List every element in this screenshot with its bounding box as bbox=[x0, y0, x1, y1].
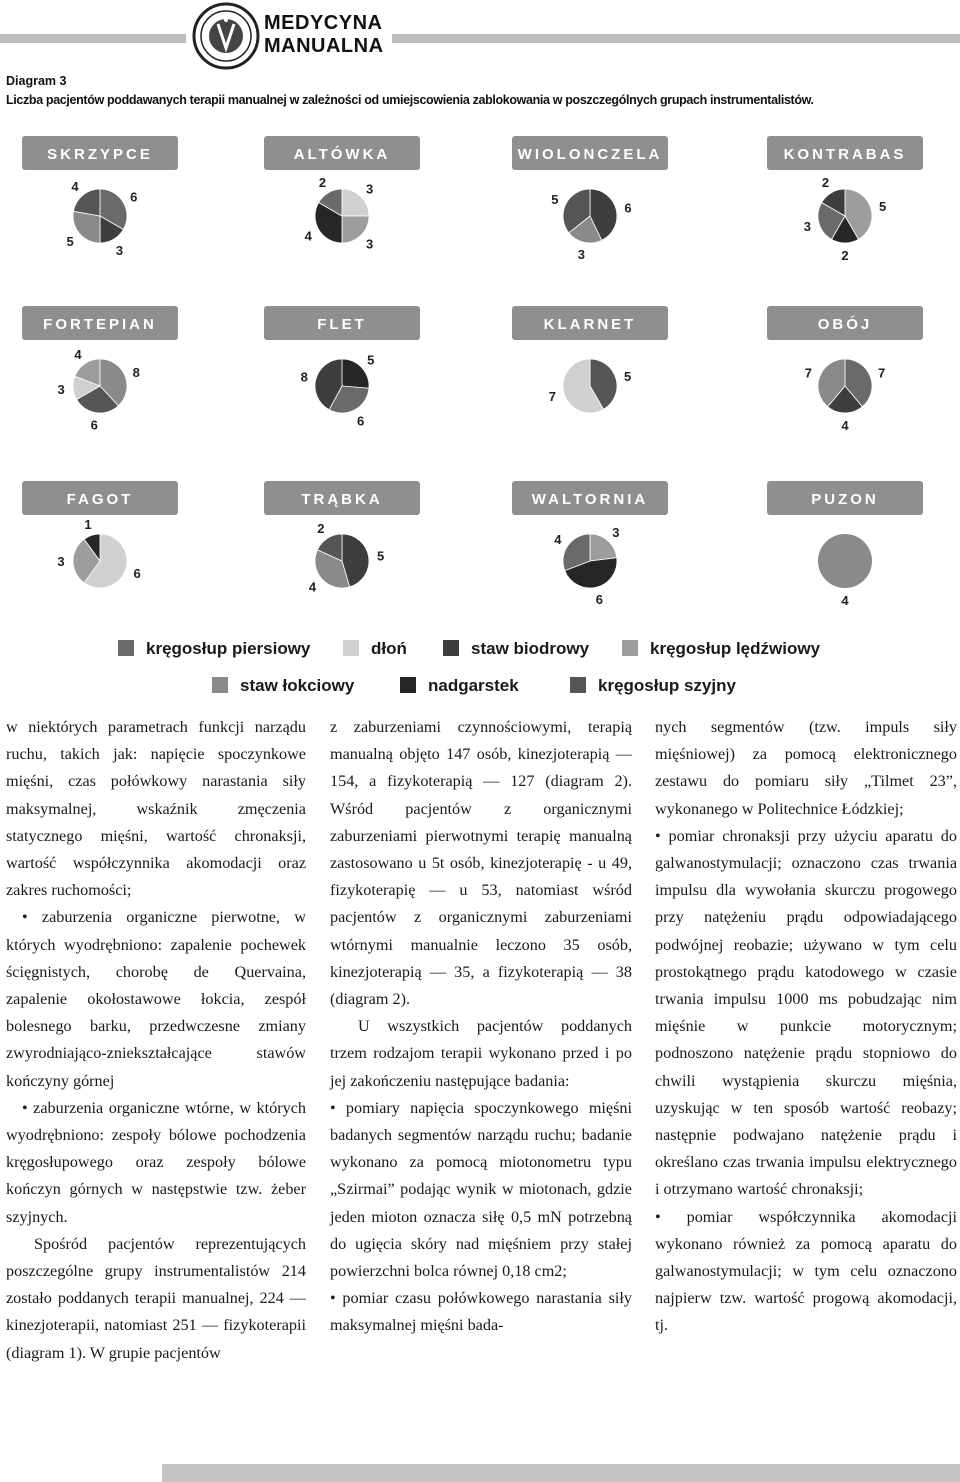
pie-slice bbox=[818, 534, 872, 588]
legend-swatch bbox=[570, 677, 586, 693]
pie-slice bbox=[73, 211, 100, 243]
pie-title: PUZON bbox=[811, 491, 879, 508]
pie-value-label: 4 bbox=[71, 179, 79, 195]
pie-value-label: 2 bbox=[317, 521, 325, 537]
diagram-label: Diagram 3 bbox=[6, 74, 67, 88]
pie-value-label: 5 bbox=[376, 548, 385, 564]
legend-item bbox=[400, 676, 519, 695]
pie-chart-7 bbox=[512, 306, 668, 413]
legend-label: kręgosłup piersiowy bbox=[146, 639, 311, 658]
pie-title: KLARNET bbox=[543, 316, 637, 333]
text-column-2 bbox=[330, 714, 632, 1340]
legend-label: dłoń bbox=[371, 639, 407, 658]
pie-value-label: 3 bbox=[115, 242, 124, 258]
diagram-caption: Liczba pacjentów poddawanych terapii manualnej w zależności od umiejscowienia zablokowania w poszczególnych grupach instrumentalistów. bbox=[6, 93, 814, 107]
pie-title: WALTORNIA bbox=[531, 491, 649, 508]
pie-chart-12 bbox=[767, 481, 923, 608]
pie-chart-10 bbox=[264, 481, 420, 595]
pie-title: OBÓJ bbox=[817, 316, 873, 333]
legend-label: staw biodrowy bbox=[471, 639, 590, 658]
pie-value-label: 7 bbox=[878, 365, 886, 381]
pie-value-label: 5 bbox=[624, 368, 632, 384]
legend-label: nadgarstek bbox=[428, 676, 519, 695]
pie-slice bbox=[342, 189, 369, 216]
legend-swatch bbox=[118, 640, 134, 656]
col1-paragraph-2: • zaburzenia organiczne pierwotne, w których wyodrębniono: zapalenie pochewek ścięgnistych, chorobę de Quervaina, zapalenie okołostawowe łokcia, zespół bolesnego barku, przedwczesne zmiany zwyrodniająco-zniekształcające stawów kończyny górnej bbox=[6, 908, 306, 1090]
pie-value-label: 8 bbox=[132, 364, 140, 380]
legend-item bbox=[118, 639, 311, 658]
pie-value-label: 2 bbox=[821, 175, 830, 191]
header-rule-right bbox=[392, 34, 960, 43]
pie-value-label: 4 bbox=[304, 228, 312, 244]
pie-chart-11 bbox=[512, 481, 668, 607]
legend-swatch bbox=[400, 677, 416, 693]
col1-paragraph-4: Spośród pacjentów reprezentujących poszczególne grupy instrumentalistów 214 zostało poddanych terapii manualnej, 224 — kinezjoterapii, natomiast 251 — fizykoterapii (diagram 1). W grupie pacjentów bbox=[6, 1234, 306, 1362]
pie-value-label: 2 bbox=[318, 175, 327, 191]
pie-value-label: 5 bbox=[66, 234, 74, 250]
pie-value-label: 5 bbox=[551, 192, 559, 208]
pie-value-label: 6 bbox=[356, 413, 365, 429]
pie-value-label: 5 bbox=[367, 352, 375, 368]
journal-title-line2: MANUALNA bbox=[264, 35, 384, 57]
pie-chart-1 bbox=[22, 136, 178, 258]
pie-value-label: 8 bbox=[300, 369, 308, 385]
pie-value-label: 6 bbox=[595, 591, 603, 607]
col3-paragraph-3: • pomiar współczynnika akomodacji wykonano również za pomocą aparatu do galwanostymulacji; w tym celu oznaczono najpierw tzw. wartość progową akomodacji, tj. bbox=[655, 1207, 957, 1335]
pie-value-label: 5 bbox=[879, 198, 887, 214]
text-column-3 bbox=[655, 714, 957, 1340]
text-column-1 bbox=[6, 714, 306, 1367]
pie-value-label: 4 bbox=[841, 418, 849, 433]
pie-title: TRĄBKA bbox=[301, 491, 383, 508]
legend-item bbox=[212, 676, 355, 695]
legend-swatch bbox=[443, 640, 459, 656]
pie-value-label: 7 bbox=[548, 389, 556, 405]
legend-label: kręgosłup lędźwiowy bbox=[650, 639, 821, 658]
pie-title: ALTÓWKA bbox=[293, 146, 391, 163]
pie-value-label: 3 bbox=[365, 181, 374, 197]
pie-value-label: 3 bbox=[577, 247, 585, 263]
legend-item bbox=[343, 639, 407, 658]
pie-value-label: 4 bbox=[74, 346, 82, 362]
pie-value-label: 4 bbox=[841, 593, 849, 608]
legend-swatch bbox=[622, 640, 638, 656]
legend-swatch bbox=[343, 640, 359, 656]
pie-chart-8 bbox=[767, 306, 923, 433]
pie-value-label: 2 bbox=[841, 248, 849, 263]
pie-title: WIOLONCZELA bbox=[517, 146, 663, 163]
legend-label: kręgosłup szyjny bbox=[598, 676, 736, 695]
pie-chart-6 bbox=[264, 306, 420, 428]
pie-value-label: 3 bbox=[57, 554, 65, 569]
pie-value-label: 1 bbox=[84, 516, 92, 532]
legend-item bbox=[443, 639, 590, 658]
footer-rule bbox=[162, 1464, 960, 1482]
pie-value-label: 4 bbox=[308, 579, 317, 595]
col2-paragraph-4: • pomiar czasu połówkowego narastania siły maksymalnej mięśni bada- bbox=[330, 1289, 632, 1335]
header-rule-left bbox=[0, 34, 186, 43]
pie-value-label: 3 bbox=[365, 236, 374, 252]
pie-title: KONTRABAS bbox=[783, 146, 907, 163]
pie-chart-9 bbox=[22, 481, 178, 588]
pie-value-label: 6 bbox=[90, 417, 98, 433]
col2-paragraph-1: z zaburzeniami czynnościowymi, terapią manualną objęto 147 osób, kinezjoterapią — 154, a fizykoterapią — 127 (diagram 2). Wśród pacjentów z organicznymi zaburzeniami pierwotnymi terapię manualną zastosowano u 5t osób, kinezjoterapię - u 49, fizykoterapię — u 53, natomiast wśród pacjentów z organicznymi zaburzeniami wtórnymi manualnie leczono 35 osób, kinezjoterapią — 35, a fizykoterapią — 38 (diagram 2). bbox=[330, 718, 632, 1009]
pie-title: FORTEPIAN bbox=[43, 316, 157, 333]
pie-chart-2 bbox=[264, 136, 420, 252]
pie-value-label: 3 bbox=[57, 381, 65, 397]
legend-item bbox=[570, 676, 736, 695]
pie-chart-3 bbox=[512, 136, 668, 262]
pie-chart-5 bbox=[22, 306, 178, 433]
pie-value-label: 3 bbox=[612, 524, 620, 540]
legend-swatch bbox=[212, 677, 228, 693]
col3-paragraph-2: • pomiar chronaksji przy użyciu aparatu do galwanostymulacji; oznaczono czas trwania impulsu dla wywołania skurczu progowego przy natężeniu prądu odpowiadającego podwójnej reobazie; używano w tym celu prostokątnego prądu katodowego w czasie trwania impulsu 1000 ms pobudzając nim mięśnie w punkcie motorycznym; podnoszono natężenie prądu stopniowo do chwili wystąpienia skurczu mięśnia, uzyskując w ten sposób wartość reobazy; następnie podwajano natężenie prądu i określano czas trwania impulsu elektrycznego i otrzymano wartość chronaksji; bbox=[655, 826, 957, 1199]
pie-title: FAGOT bbox=[66, 491, 134, 508]
col2-paragraph-2: U wszystkich pacjentów poddanych trzem rodzajom terapii wykonano przed i po jej zakończeniu następujące badania: bbox=[330, 1017, 632, 1090]
pie-slice bbox=[342, 216, 369, 243]
col1-paragraph-1: w niektórych parametrach funkcji narządu ruchu, takich jak: napięcie spoczynkowe mięśni, czas połówkowy narastania siły maksymalnej, wskaźnik zmęczenia statycznego mięśni, wartość chronaksji, wartość współczynnika akomodacji oraz zakres ruchomości; bbox=[6, 718, 306, 900]
journal-title-line1: MEDYCYNA bbox=[264, 12, 383, 34]
pie-value-label: 6 bbox=[133, 566, 141, 582]
pie-title: SKRZYPCE bbox=[47, 146, 153, 163]
pie-chart-4 bbox=[767, 136, 923, 263]
legend-label: staw łokciowy bbox=[240, 676, 355, 695]
col2-paragraph-3: • pomiary napięcia spoczynkowego mięśni badanych segmentów narządu ruchu; badanie wykonano za pomocą miotonometru typu „Szirmai” podając wynik w miotonach, gdzie jeden mioton oznacza siłę 0,5 mN potrzebną do ugięcia skóry nad mięśniem przy stałej powierzchni bolca równej 0,18 cm2; bbox=[330, 1098, 632, 1281]
col3-paragraph-1: nych segmentów (tzw. impuls siły mięśniowej) za pomocą elektronicznego zestawu do pomiaru siły „Tilmet 23”, wykonanego w Politechnice Łódzkiej; bbox=[655, 718, 957, 818]
pie-value-label: 3 bbox=[803, 219, 811, 235]
col1-paragraph-3: • zaburzenia organiczne wtórne, w których wyodrębniono: zespoły bólowe pochodzenia kręgosłupowego oraz zespoły bólowe kończyn górnych w następstwie tzw. żeber szyjnych. bbox=[6, 1098, 306, 1226]
pie-slice bbox=[342, 359, 369, 388]
pie-value-label: 4 bbox=[554, 531, 562, 547]
pie-value-label: 6 bbox=[624, 200, 632, 216]
legend-item bbox=[622, 639, 821, 658]
pie-value-label: 6 bbox=[130, 189, 138, 205]
journal-title bbox=[264, 12, 384, 58]
pie-chart-grid bbox=[0, 128, 960, 708]
pie-title: FLET bbox=[317, 316, 367, 333]
journal-logo-icon bbox=[192, 2, 260, 70]
pie-value-label: 7 bbox=[804, 365, 812, 381]
